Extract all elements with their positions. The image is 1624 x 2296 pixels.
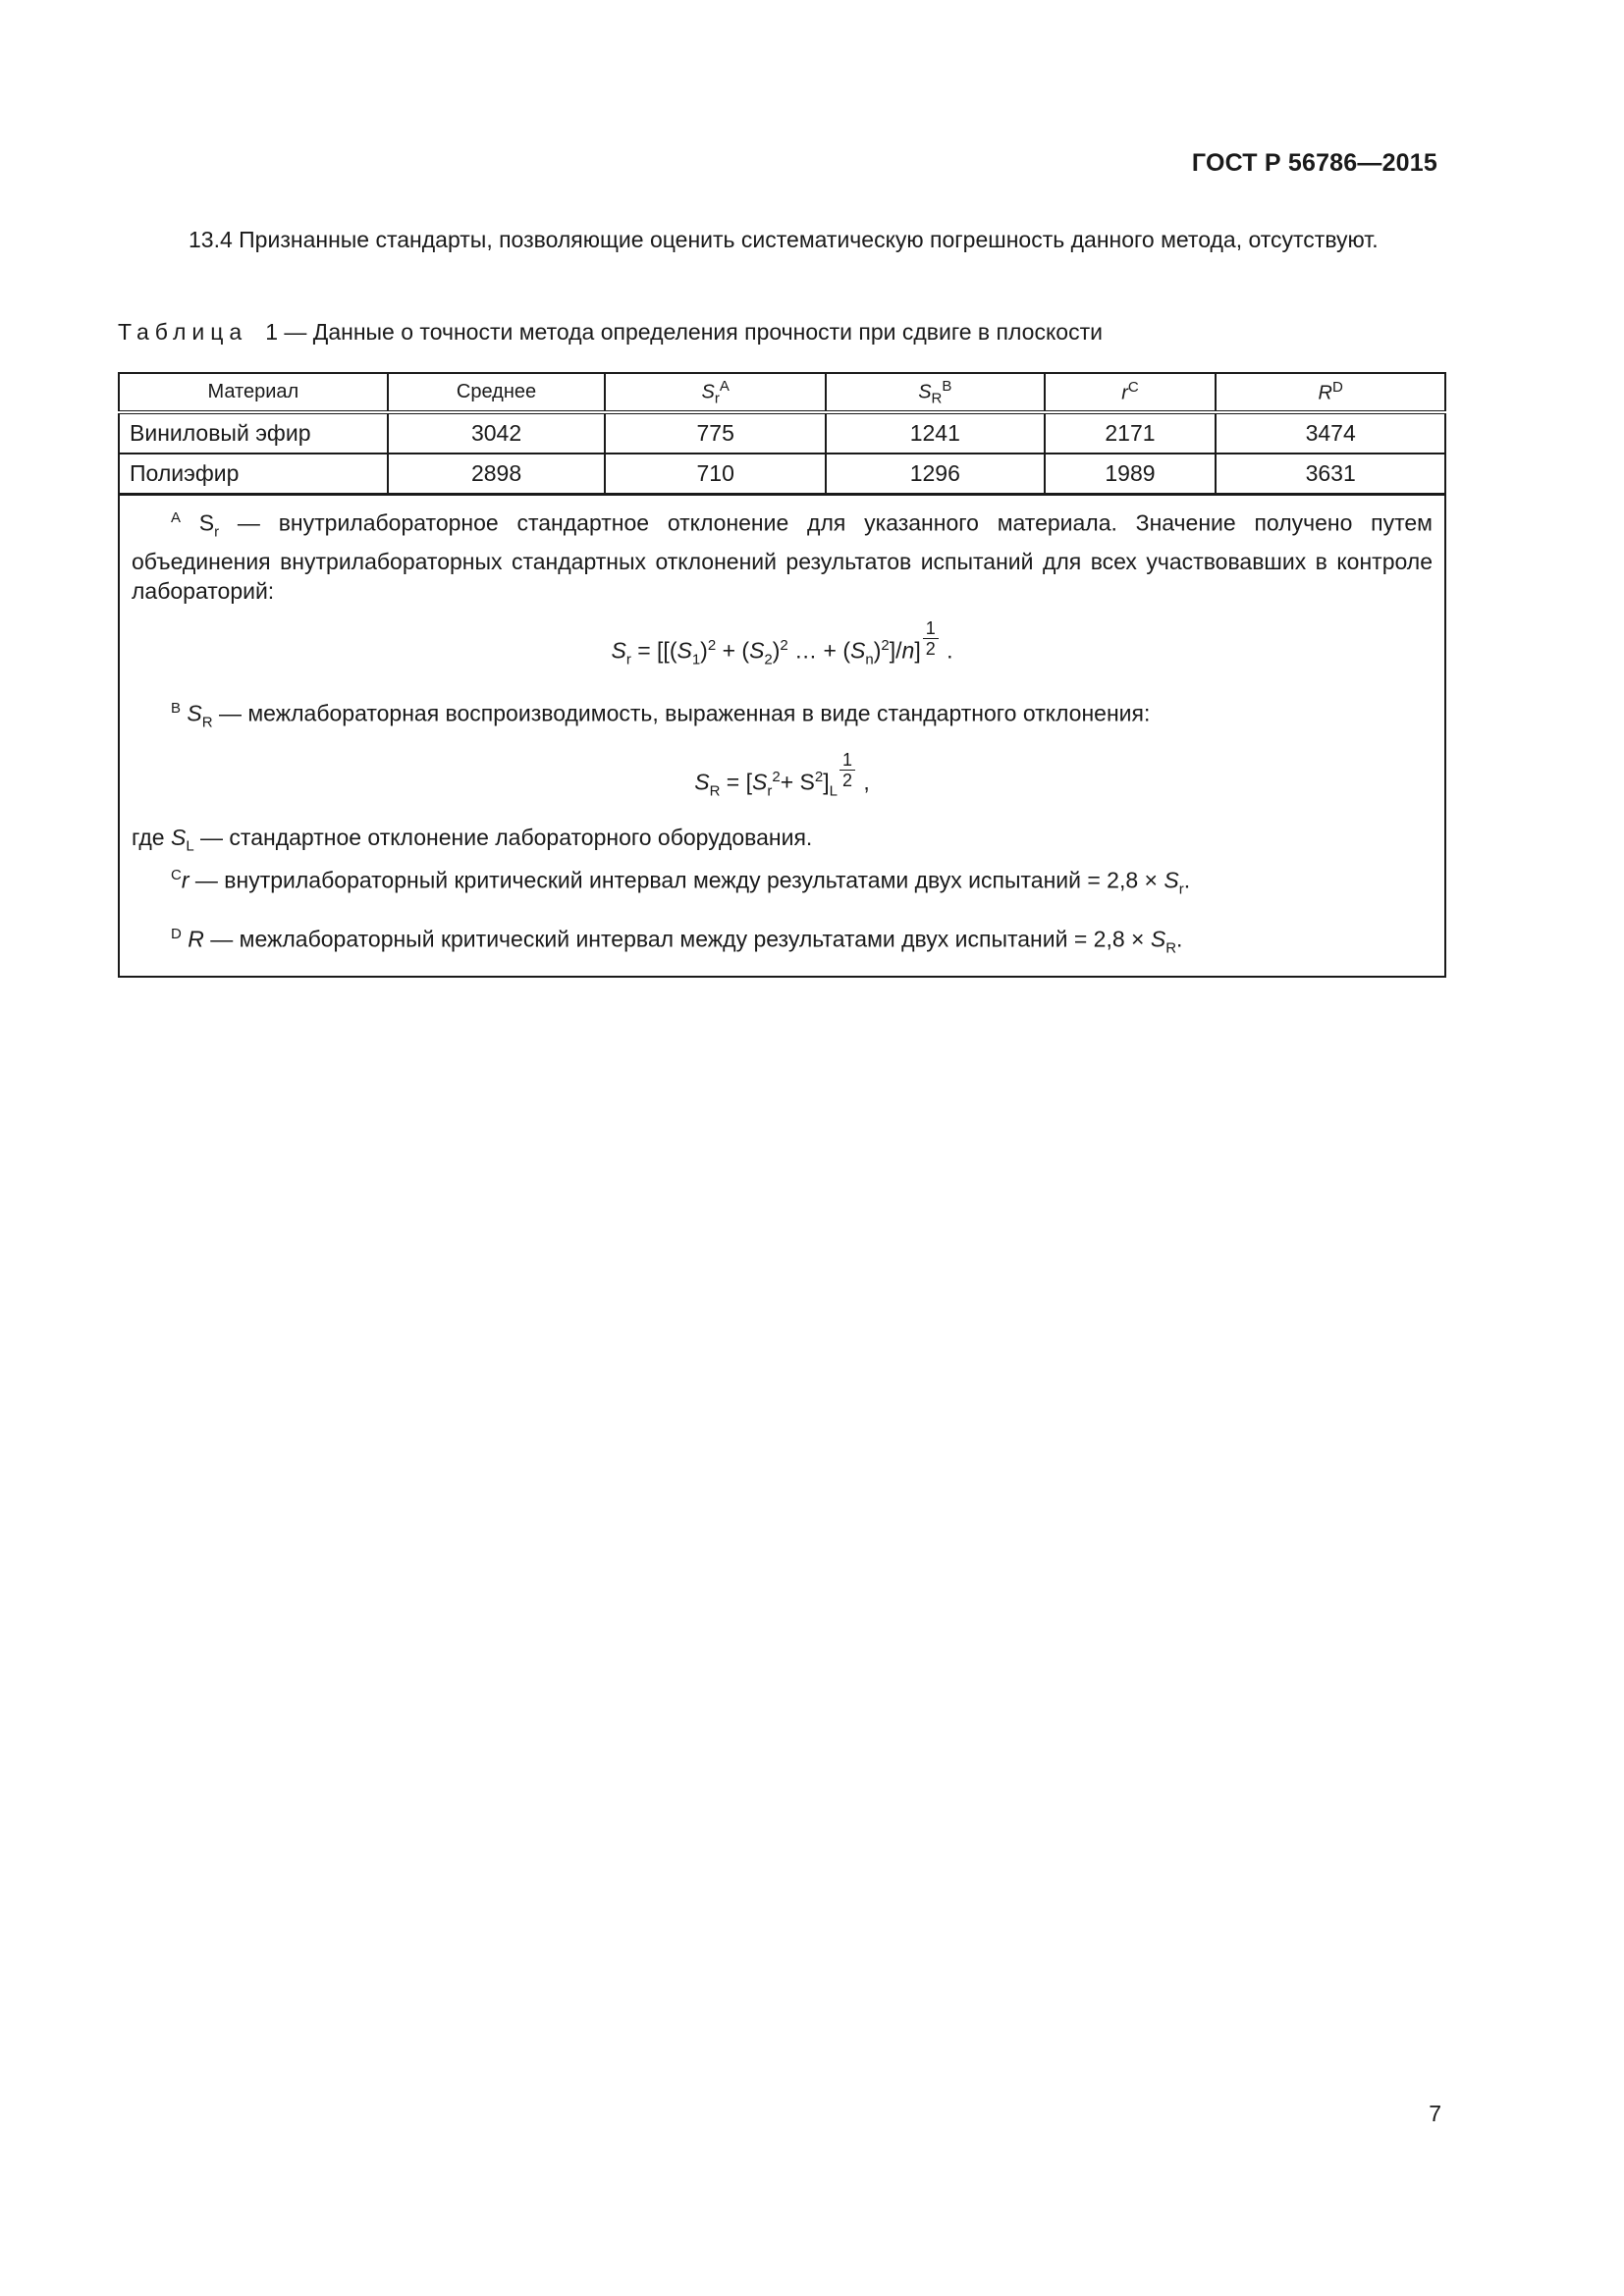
table-caption: [118, 319, 1103, 346]
col-material: Материал: [119, 373, 388, 412]
footnote-a: $^A$ $S_r$ — внутрилабораторное стандартное отклонение для указанного материала. Значение получено путем объединения внутрилабораторных стандартных отклонений результатов испытаний для всех участвовавших в контроле лабораторий:: [132, 509, 1433, 605]
table-header-row: [119, 373, 1445, 412]
col-sr: $S_r^A$: [605, 373, 826, 412]
col-r: $r^C$: [1045, 373, 1217, 412]
cell-R: 3474: [1216, 412, 1445, 454]
table-notes-row: [119, 495, 1445, 977]
cell-r: 1989: [1045, 454, 1217, 495]
table-title: 1 — Данные о точности метода определения прочности при сдвиге в плоскости: [265, 319, 1103, 345]
table-row: [119, 412, 1445, 454]
cell-R: 3631: [1216, 454, 1445, 495]
footnote-b: $^B$ $S_R$ — межлабораторная воспроизводимость, выраженная в виде стандартного отклонения:: [171, 700, 1151, 731]
table-footnotes: [119, 495, 1445, 977]
footnote-d: $^D$ R — межлабораторный критический интервал между результатами двух испытаний = $2,8 \times S_R$.: [171, 926, 1183, 957]
formula-sR: $S_R = [S_r^2+ S^2]_L$ $\frac{1}{2}$ ,: [694, 750, 870, 800]
precision-table: [118, 372, 1446, 978]
cell-sr: 710: [605, 454, 826, 495]
cell-r: 2171: [1045, 412, 1217, 454]
table-label: Таблица: [118, 319, 248, 345]
cell-mean: 2898: [388, 454, 606, 495]
footnote-c: $^C$r — внутрилабораторный критический интервал между результатами двух испытаний = $2,8 \times S_r$.: [171, 867, 1191, 898]
table-row: [119, 454, 1445, 495]
cell-material: Полиэфир: [119, 454, 388, 495]
footnote-where: где $S_L$ — стандартное отклонение лабораторного оборудования.: [132, 824, 813, 855]
col-R: $R^D$: [1216, 373, 1445, 412]
cell-material: Виниловый эфир: [119, 412, 388, 454]
cell-sR: 1241: [826, 412, 1045, 454]
intro-paragraph: 13.4 Признанные стандарты, позволяющие оценить систематическую погрешность данного метода, отсутствуют.: [189, 227, 1379, 252]
cell-mean: 3042: [388, 412, 606, 454]
cell-sR: 1296: [826, 454, 1045, 495]
cell-sr: 775: [605, 412, 826, 454]
formula-sr: $S_r = [[(S_1)^2 + (S_2)^2$ … + $(S_n)^2]/n$] $\frac{1}{2}$ .: [611, 618, 953, 668]
col-mean: Среднее: [388, 373, 606, 412]
col-sR: $S_R^B$: [826, 373, 1045, 412]
document-standard-number: ГОСТ Р 56786—2015: [1191, 149, 1437, 177]
page-number: 7: [1429, 2101, 1441, 2126]
